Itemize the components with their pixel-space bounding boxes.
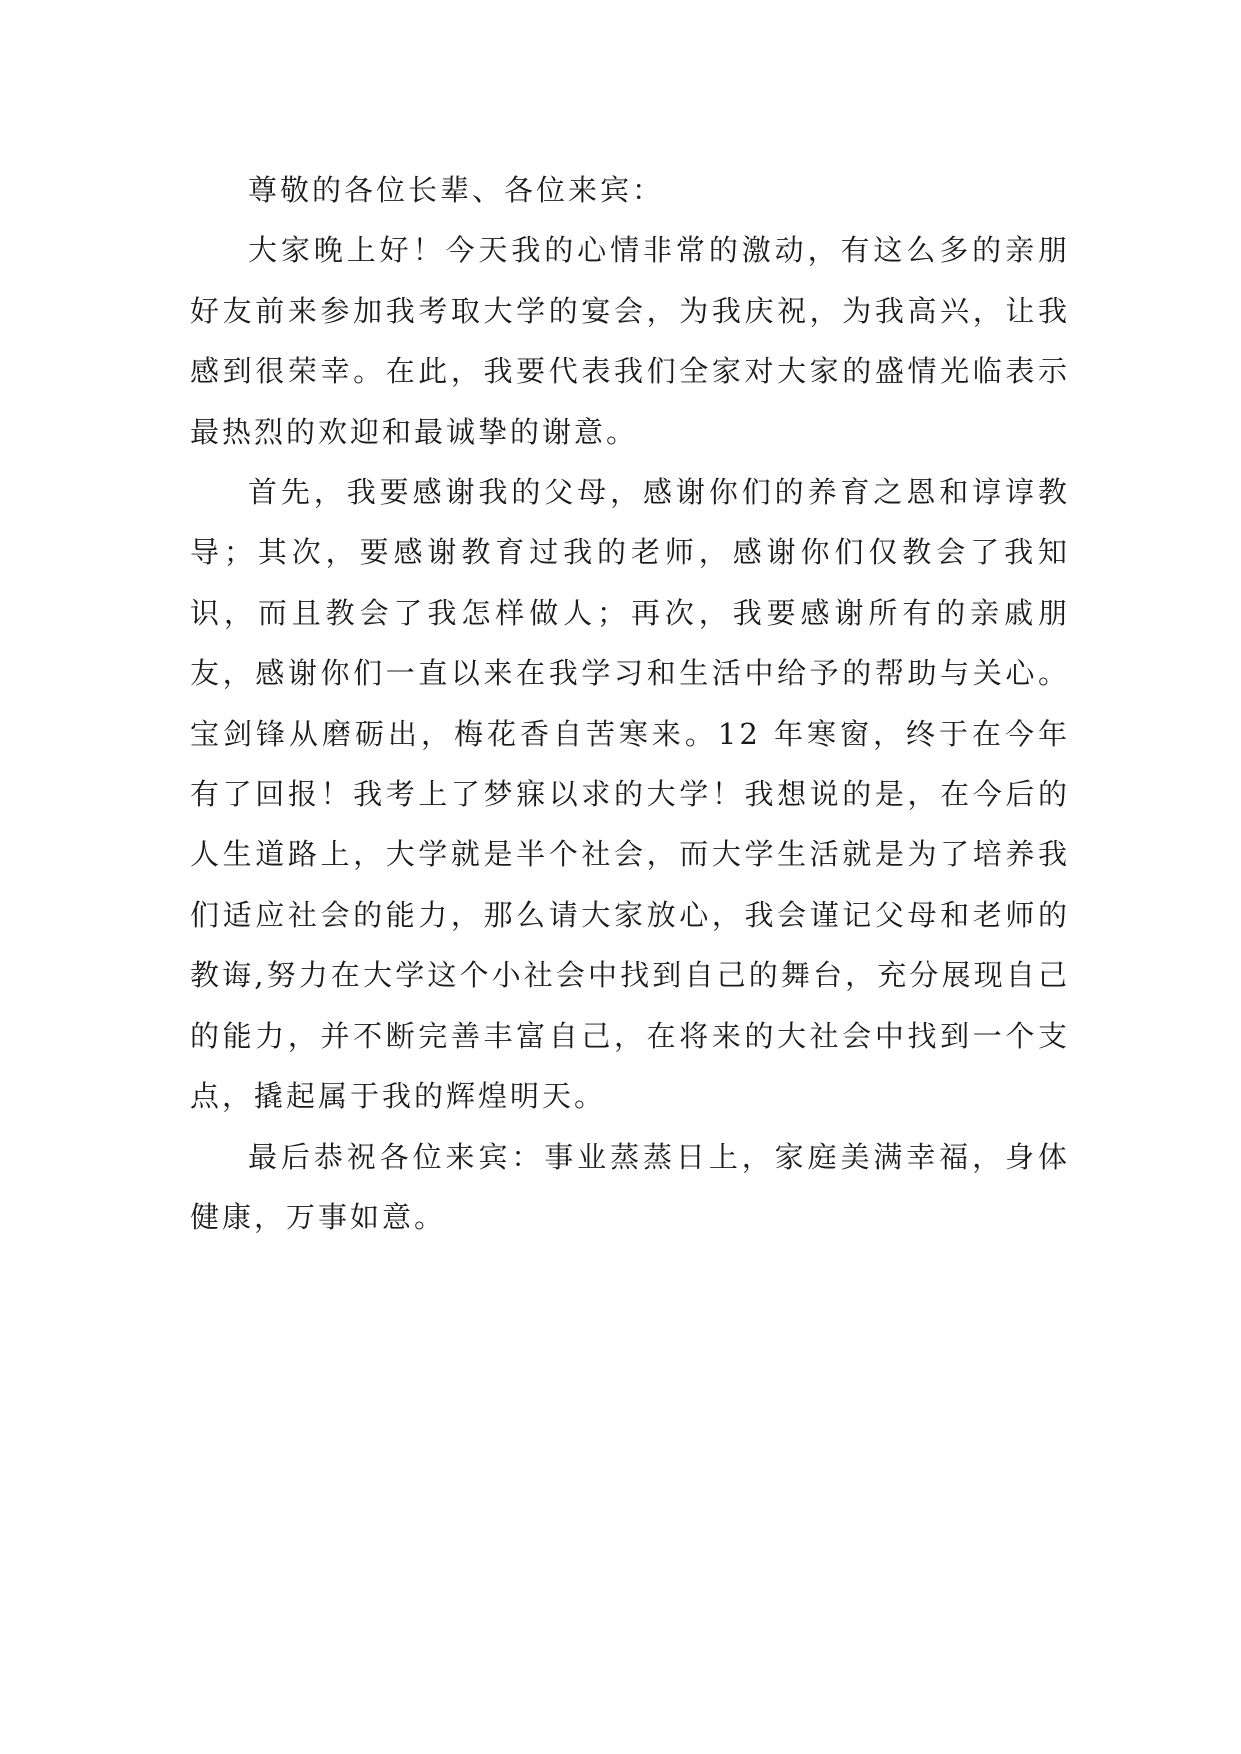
thanks-paragraph: 首先，我要感谢我的父母，感谢你们的养育之恩和谆谆教导；其次，要感谢教育过我的老师，感谢你们仅教会了我知识，而且教会了我怎样做人；再次，我要感谢所有的亲戚朋友，感谢你们一直以来在我学习和生活中给予的帮助与关心。宝剑锋从磨砺出，梅花香自苦寒来。12 年寒窗，终于在今年有了回报！我考上了梦寐以求的大学！我想说的是，在今后的人生道路上，大学就是半个社会，而大学生活就是为了培养我们适应社会的能力，那么请大家放心，我会谨记父母和老师的教诲,努力在大学这个小社会中找到自己的舞台，充分展现自己的能力，并不断完善丰富自己，在将来的大社会中找到一个支点，撬起属于我的辉煌明天。 <box>190 475 1070 1114</box>
opening-paragraph: 大家晚上好！今天我的心情非常的激动，有这么多的亲朋好友前来参加我考取大学的宴会，为我庆祝，为我高兴，让我感到很荣幸。在此，我要代表我们全家对大家的盛情光临表示最热烈的欢迎和最诚挚的谢意。 <box>190 233 1070 449</box>
greeting-paragraph: 尊敬的各位长辈、各位来宾： <box>248 173 665 207</box>
closing-paragraph: 最后恭祝各位来宾：事业蒸蒸日上，家庭美满幸福，身体健康，万事如意。 <box>190 1139 1070 1234</box>
document-body <box>190 160 1070 1247</box>
